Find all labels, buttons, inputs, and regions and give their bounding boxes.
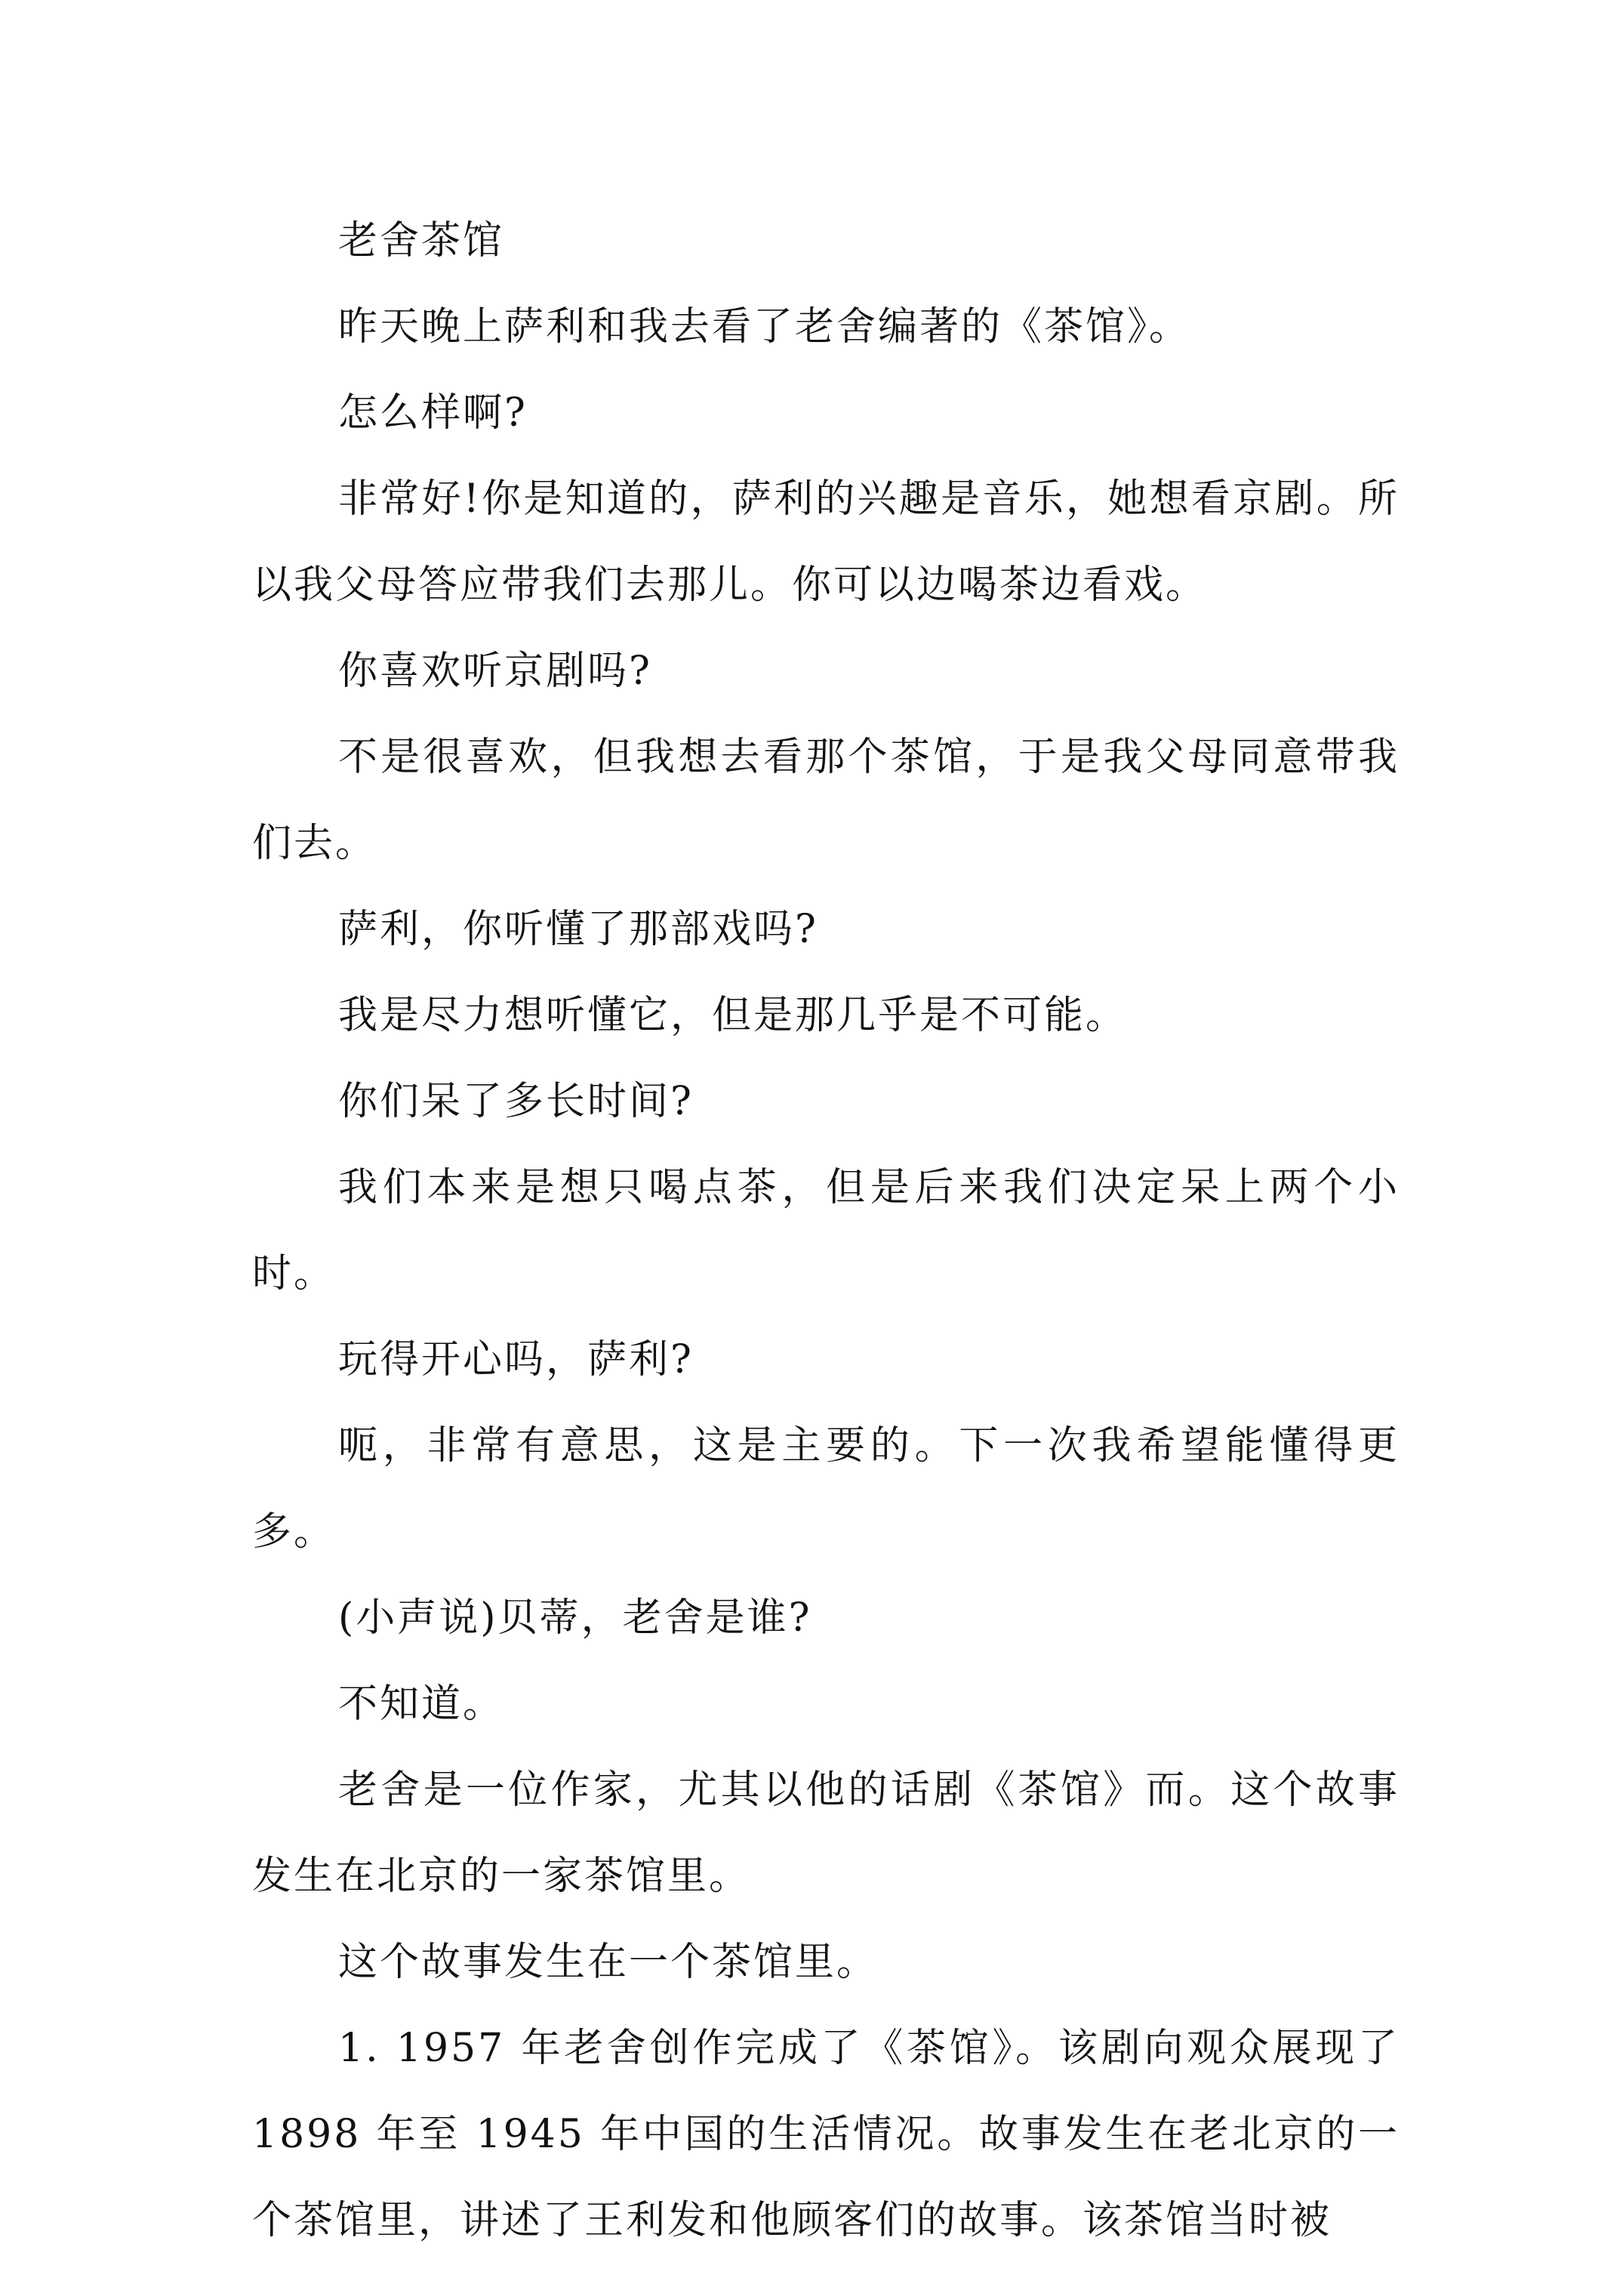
paragraph: 你们呆了多长时间? <box>338 1079 694 1124</box>
paragraph: 老舍是一位作家，尤其以他的话剧《茶馆》而。这个故事发生在北京的一家茶馆里。 <box>252 1767 1400 1899</box>
paragraph: 玩得开心吗，萨利? <box>338 1337 694 1382</box>
paragraph: 怎么样啊? <box>338 390 528 436</box>
paragraph: 萨利，你听懂了那部戏吗? <box>338 907 818 952</box>
paragraph: 昨天晚上萨利和我去看了老舍编著的《茶馆》。 <box>338 304 1191 350</box>
paragraph: 这个故事发生在一个茶馆里。 <box>338 1940 879 1985</box>
paragraph: 不是很喜欢，但我想去看那个茶馆，于是我父母同意带我们去。 <box>252 735 1400 866</box>
paragraph: 非常好!你是知道的，萨利的兴趣是音乐，她想看京剧。所以我父母答应带我们去那儿。你可以边喝茶边看戏。 <box>252 476 1400 608</box>
document-title: 老舍茶馆 <box>338 218 505 264</box>
paragraph: (小声说)贝蒂，老舍是谁? <box>338 1595 812 1641</box>
paragraph: 不知道。 <box>338 1681 505 1727</box>
document-body <box>252 198 1400 2264</box>
paragraph: 我们本来是想只喝点茶，但是后来我们决定呆上两个小时。 <box>252 1165 1400 1296</box>
paragraph: 你喜欢听京剧吗? <box>338 649 652 694</box>
paragraph: 呃，非常有意思，这是主要的。下一次我希望能懂得更多。 <box>252 1423 1400 1555</box>
paragraph: 1. 1957 年老舍创作完成了《茶馆》。该剧向观众展现了 1898 年至 1945 年中国的生活情况。故事发生在老北京的一个茶馆里，讲述了王利发和他顾客们的故事。该茶馆当时被 <box>252 2026 1400 2243</box>
paragraph: 我是尽力想听懂它，但是那几乎是不可能。 <box>338 993 1128 1038</box>
